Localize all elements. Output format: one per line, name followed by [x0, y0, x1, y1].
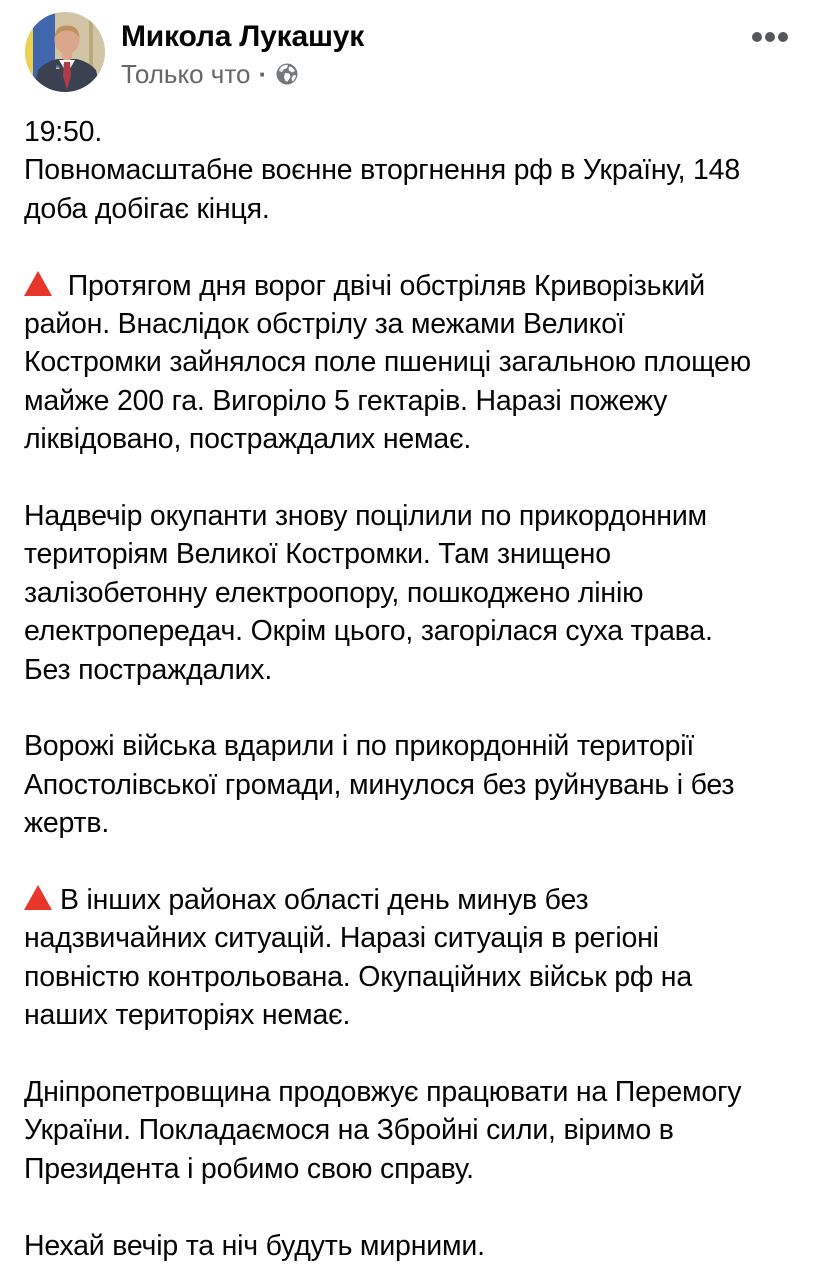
header-meta — [121, 12, 364, 90]
post-paragraph: Дніпропетровщина продовжує працювати на Перемогу України. Покладаємося на Збройні сили, віримо в Президента і робимо свою справу. — [24, 1076, 742, 1185]
post-paragraph: Протягом дня ворог двічі обстріляв Криворізький район. Внаслідок обстрілу за межами Великої Костромки зайнялося поле пшениці загальною площею майже 200 га. Вигоріло 5 гектарів. Наразі пожежу ліквідовано, постраждалих немає. — [24, 269, 751, 456]
ellipsis-dot — [765, 32, 775, 42]
avatar[interactable] — [25, 12, 105, 92]
ellipsis-dot — [778, 32, 788, 42]
post-paragraph: В інших районах області день минув без надзвичайних ситуацій. Наразі ситуація в регіоні повністю контрольована. Окупаційних військ рф на наших територіях немає. — [24, 884, 692, 1032]
post-paragraph: 19:50. Повномасштабне воєнне вторгнення рф в Україну, 148 доба добігає кінця. — [24, 116, 740, 225]
post-paragraph: Надвечір окупанти знову поцілили по прикордонним територіям Великої Костромки. Там знищено залізобетонну електроопору, пошкоджено лінію електропередач. Окрім цього, загорілася суха трава. Без постраждалих. — [24, 500, 713, 686]
red-triangle-icon — [24, 271, 52, 296]
more-options-button[interactable] — [750, 26, 790, 48]
post-text — [0, 113, 813, 1265]
timestamp[interactable]: Только что — [121, 59, 251, 89]
post-paragraph: Нехай вечір та ніч будуть мирними. — [24, 1229, 485, 1262]
ellipsis-dot — [752, 32, 762, 42]
post-header — [0, 0, 813, 92]
post-meta-line — [121, 58, 364, 90]
meta-separator: · — [258, 59, 268, 89]
avatar-image — [25, 12, 105, 92]
author-name[interactable]: Микола Лукашук — [121, 20, 365, 53]
red-triangle-icon — [24, 885, 52, 910]
globe-icon — [275, 62, 299, 86]
post-paragraph: Ворожі війська вдарили і по прикордонній території Апостолівської громади, минулося без руйнувань і без жертв. — [24, 730, 735, 840]
